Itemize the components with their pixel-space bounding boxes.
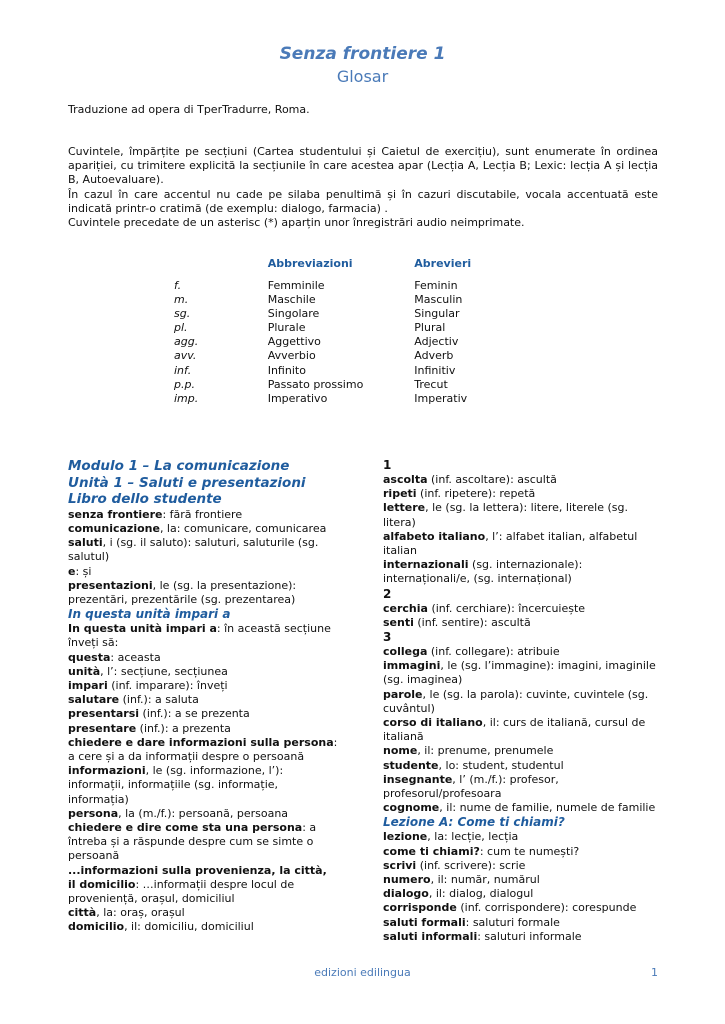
entry-definition: (inf. ripetere): repetă (416, 487, 536, 501)
entry-definition: : aceasta (110, 650, 161, 664)
glossary-entry (383, 759, 663, 773)
glossary-entry (383, 530, 663, 558)
entry-definition: : saluturi informale (477, 929, 582, 943)
glossary-entry (68, 707, 338, 721)
glossary-entry (68, 807, 338, 821)
entry-definition: (inf.): a saluta (119, 693, 199, 707)
glossary-entry (383, 473, 663, 487)
glossary-entry (68, 651, 338, 665)
entry-term: presentazioni (68, 578, 153, 592)
abbreviation-row (174, 279, 514, 293)
intro-paragraph-1: Cuvintele, împărțite pe secțiuni (Cartea studentului și Caietul de exercițiu), sunt enumerate în ordinea apariției, cu trimitere explicită la secțiunile în care acestea apar (Lecția A, Lecția B; Lexic: lecția A și lecția B, Autoevaluare). (68, 145, 658, 187)
entry-definition: , le (sg. la parola): cuvinte, cuvintele (sg. cuvântul) (383, 687, 649, 715)
abbreviation-row (174, 392, 514, 406)
romanian-term: Imperativ (414, 391, 468, 405)
entry-definition: (inf. imparare): înveți (107, 679, 228, 693)
glossary-entry (383, 558, 663, 586)
glossary-entry (383, 501, 663, 529)
section-heading: In questa unità impari a (68, 607, 231, 622)
glossary-entry (68, 665, 338, 679)
entry-term: presentare (68, 721, 137, 735)
entry-definition: , la: oraș, orașul (96, 906, 185, 920)
glossary-entry (68, 693, 338, 707)
entry-definition: (inf. corrispondere): corespunde (456, 901, 637, 915)
glossary-entry (68, 864, 338, 907)
glossary-entry (68, 906, 338, 920)
entry-term: cerchia (383, 601, 428, 615)
abbreviation-row (174, 335, 514, 349)
glossary-entry (383, 602, 663, 616)
entry-term: salutare (68, 693, 120, 707)
glossary-entry (383, 801, 663, 815)
entry-definition: , le (sg. la lettera): litere, literele (sg. litera) (383, 501, 628, 529)
glossary-entry (383, 859, 663, 873)
intro-paragraph-3: Cuvintele precedate de un asterisc (*) aparțin unor înregistrări audio neimprimate. (68, 216, 525, 230)
entry-definition: : în această secțiune înveți să: (68, 622, 331, 650)
entry-definition: : …informații despre locul de proveniență, orașul, domiciliul (68, 877, 295, 906)
glossary-entry (68, 821, 338, 864)
entry-definition: , il: curs de italiană, cursul de italiană (383, 716, 646, 744)
romanian-term: Infinitiv (414, 363, 456, 377)
glossary-left-column (68, 458, 338, 935)
entry-term: cognome (383, 801, 440, 815)
glossary-entry (383, 901, 663, 915)
romanian-term: Adverb (414, 349, 454, 363)
abbreviation-row (174, 349, 514, 363)
section-heading: Libro dello studente (68, 491, 222, 508)
glossary-entry (383, 873, 663, 887)
abbreviation: sg. (174, 307, 191, 321)
entry-definition: , le (sg. la presentazione): prezentări, prezentările (sg. prezentarea) (68, 578, 297, 606)
abbreviation: p.p. (174, 377, 195, 391)
entry-definition: (inf. cerchiare): încercuiește (427, 601, 586, 615)
abbreviation-row (174, 321, 514, 335)
entry-definition: , il: domiciliu, domiciliul (124, 920, 254, 934)
entry-definition: (inf.): a prezenta (136, 721, 231, 735)
entry-definition: , il: nume de familie, numele de familie (439, 801, 656, 815)
abbreviation-row (174, 378, 514, 392)
abbreviation: imp. (174, 391, 199, 405)
translation-credit: Traduzione ad opera di TperTradurre, Roma. (68, 103, 310, 116)
entry-definition: , il: dialog, dialogul (428, 887, 534, 901)
entry-term: saluti formali (383, 915, 466, 929)
italian-term: Infinito (267, 363, 306, 377)
entry-term: insegnante (383, 772, 453, 786)
entry-definition: : a cere și a da informații despre o persoană (68, 735, 338, 764)
entry-definition: (inf.): a se prezenta (139, 707, 250, 721)
entry-definition: , la: comunicare, comunicarea (159, 521, 327, 535)
glossary-entry (383, 487, 663, 501)
header-romanian: Abrevieri (414, 257, 472, 270)
entry-definition: , le (sg. informazione, l’): informații, informațiile (sg. informație, informația) (68, 764, 284, 806)
entry-definition: : fără frontiere (162, 507, 243, 521)
entry-term: saluti (68, 536, 103, 550)
entry-definition: (inf. ascoltare): ascultă (427, 473, 557, 486)
romanian-term: Masculin (414, 293, 463, 307)
entry-term: e (68, 564, 76, 578)
abbreviation: pl. (174, 321, 188, 335)
entry-term: senza frontiere (68, 507, 163, 521)
entry-definition: : a întreba și a răspunde despre cum se simte o persoană (68, 821, 317, 863)
entry-term: ripeti (383, 487, 417, 501)
entry-term: parole (383, 687, 423, 701)
italian-term: Plurale (267, 321, 306, 335)
abbreviations-table (174, 257, 514, 406)
entry-term: corso di italiano (383, 716, 483, 730)
entry-term: In questa unità impari a (68, 622, 217, 636)
entry-term: lettere (383, 501, 426, 515)
entry-term: alfabeto italiano (383, 529, 486, 543)
entry-term: scrivi (383, 858, 417, 872)
entry-term: saluti informali (383, 929, 478, 943)
entry-definition: (inf. scrivere): scrie (416, 858, 526, 872)
glossary-right-column (383, 458, 663, 944)
glossary-entry (383, 659, 663, 687)
entry-term: città (68, 906, 97, 920)
entry-definition: , l’: alfabet italian, alfabetul italian (383, 529, 638, 558)
entry-definition: , i (sg. il saluto): saluturi, saluturile (sg. salutul) (68, 536, 319, 564)
entry-definition: : și (75, 564, 92, 578)
exercise-number: 2 (383, 586, 392, 601)
entry-definition: (inf. sentire): ascultă (413, 615, 531, 629)
italian-term: Singolare (267, 307, 320, 321)
header-italian: Abbreviazioni (267, 257, 353, 270)
entry-definition: , il: prenume, prenumele (417, 744, 554, 758)
entry-term: senti (383, 615, 414, 629)
romanian-term: Feminin (414, 279, 458, 292)
entry-definition: , la (m./f.): persoană, persoana (118, 806, 289, 820)
glossary-entry (383, 830, 663, 844)
publisher: edizioni edilingua (314, 966, 411, 979)
glossary-entry (383, 845, 663, 859)
section-heading: Lezione A: Come ti chiami? (383, 815, 565, 830)
section-heading: Unità 1 – Saluti e presentazioni (68, 474, 306, 491)
entry-definition: , l’: secțiune, secțiunea (100, 664, 228, 678)
italian-term: Maschile (267, 293, 316, 307)
entry-term: chiedere e dare informazioni sulla persona (68, 735, 334, 749)
romanian-term: Singular (414, 307, 460, 321)
entry-term: comunicazione (68, 521, 160, 535)
entry-definition: : cum te numești? (479, 844, 580, 858)
entry-term: presentarsi (68, 707, 140, 721)
glossary-entry (68, 722, 338, 736)
abbreviation-row (174, 293, 514, 307)
abbreviation: inf. (174, 363, 192, 377)
romanian-term: Trecut (414, 377, 448, 391)
entry-definition: (inf. collegare): atribuie (427, 645, 560, 659)
entry-term: corrisponde (383, 901, 457, 915)
glossary-entry (68, 920, 338, 934)
exercise-number: 1 (383, 458, 392, 472)
abbreviations-header (174, 257, 514, 279)
entry-term: nome (383, 744, 418, 758)
glossary-entry (383, 930, 663, 944)
abbreviation: m. (174, 293, 189, 307)
entry-definition: , la: lecție, lecția (427, 830, 519, 844)
italian-term: Avverbio (267, 349, 316, 363)
glossary-entry (68, 536, 338, 564)
entry-definition: , lo: student, studentul (438, 758, 564, 772)
entry-term: questa (68, 650, 111, 664)
entry-definition: , le (sg. l’immagine): imagini, imaginile (sg. imaginea) (383, 659, 656, 687)
entry-term: numero (383, 873, 431, 887)
italian-term: Aggettivo (267, 335, 321, 349)
glossary-entry (383, 645, 663, 659)
glossary-entry (68, 622, 338, 650)
entry-term: dialogo (383, 887, 429, 901)
exercise-number: 3 (383, 630, 392, 645)
entry-term: informazioni (68, 764, 146, 778)
abbreviation: agg. (174, 335, 199, 349)
entry-term: come ti chiami? (383, 844, 480, 858)
romanian-term: Plural (414, 321, 446, 335)
entry-definition: : saluturi formale (465, 915, 560, 929)
entry-term: immagini (383, 659, 441, 673)
section-heading: Modulo 1 – La comunicazione (68, 458, 290, 474)
entry-term: lezione (383, 830, 428, 844)
intro-explanation (68, 145, 658, 230)
italian-term: Passato prossimo (267, 377, 364, 391)
glossary-entry (383, 887, 663, 901)
abbreviation: avv. (174, 349, 197, 363)
italian-term: Femminile (267, 279, 325, 292)
abbreviation-row (174, 364, 514, 378)
intro-paragraph-2: În cazul în care accentul nu cade pe silaba penultimă și în cazuri discutabile, vocala accentuată este indicată printr-o cratimă (de exemplu: dialogo, farmacia) . (68, 187, 658, 215)
glossary-entry (383, 744, 663, 758)
glossary-entry (68, 764, 338, 807)
glossary-entry (68, 679, 338, 693)
page-title: Senza frontiere 1 (279, 44, 446, 64)
abbreviation: f. (174, 279, 182, 292)
glossary-entry (383, 688, 663, 716)
entry-term: domicilio (68, 920, 125, 934)
entry-definition: , l’ (m./f.): profesor, profesorul/profesoara (383, 772, 559, 801)
glossary-entry (383, 716, 663, 744)
entry-term: impari (68, 679, 108, 693)
italian-term: Imperativo (267, 391, 328, 405)
glossary-entry (68, 565, 338, 579)
glossary-entry (383, 616, 663, 630)
romanian-term: Adjectiv (414, 335, 459, 349)
entry-term: studente (383, 758, 439, 772)
glossary-entry (383, 773, 663, 801)
page-number: 1 (651, 966, 658, 979)
abbreviation-row (174, 307, 514, 321)
entry-term: internazionali (383, 558, 469, 572)
glossary-entry (68, 522, 338, 536)
entry-term: chiedere e dire come sta una persona (68, 821, 303, 835)
entry-term: collega (383, 645, 428, 659)
page-subtitle: Glosar (336, 67, 389, 86)
entry-term: unità (68, 664, 101, 678)
entry-term: ascolta (383, 473, 428, 486)
glossary-entry (68, 579, 338, 607)
entry-definition: , il: număr, numărul (430, 873, 540, 887)
glossary-entry (383, 916, 663, 930)
entry-definition: (sg. internazionale): internaționali/e, (sg. internațional) (383, 558, 583, 586)
entry-term: ...informazioni sulla provenienza, la città, il domicilio (68, 863, 327, 891)
glossary-entry (68, 508, 338, 522)
entry-term: persona (68, 806, 119, 820)
glossary-entry (68, 736, 338, 764)
